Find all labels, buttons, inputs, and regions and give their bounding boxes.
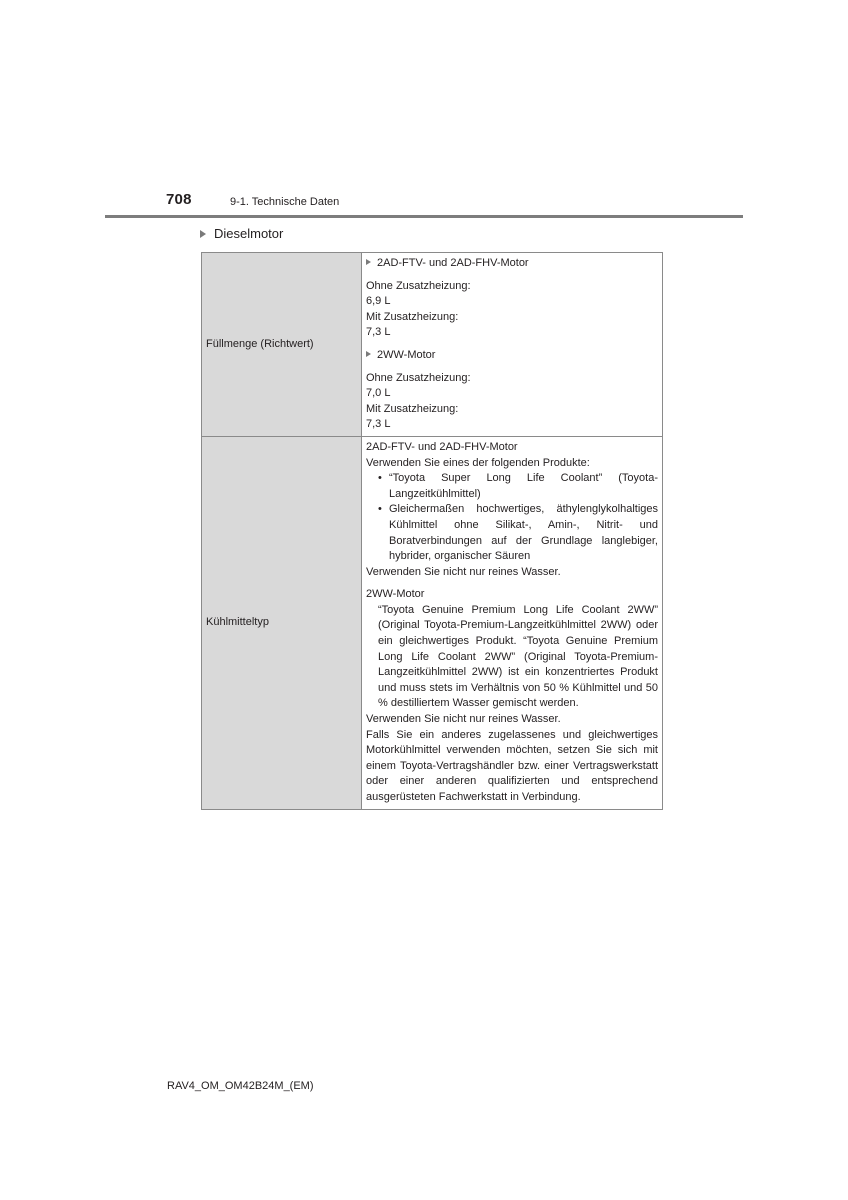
capacity-value: 7,3 L [366, 326, 391, 339]
capacity-line: Mit Zusatzheizung: [366, 310, 459, 323]
list-item: • “Toyota Super Long Life Coolant” (Toyota-Langzeitkühlmittel) [378, 471, 658, 502]
capacity-line: Ohne Zusatzheizung: [366, 371, 471, 384]
specification-table [201, 252, 663, 810]
coolant-intro: Verwenden Sie eines der folgenden Produkte: [366, 456, 590, 469]
table-row-coolant-type [202, 436, 663, 809]
row-label-capacity: Füllmenge (Richtwert) [202, 253, 362, 437]
engine-heading-2ad: 2AD-FTV- und 2AD-FHV-Motor [366, 440, 518, 453]
engine-heading-2ww: 2WW-Motor [366, 348, 658, 364]
triangle-right-icon [366, 259, 371, 265]
section-title: 9-1. Technische Daten [230, 196, 340, 208]
header-divider [105, 215, 743, 218]
engine-heading-2ad: 2AD-FTV- und 2AD-FHV-Motor [366, 256, 658, 272]
coolant-type-values [362, 436, 663, 809]
capacity-value: 7,3 L [366, 418, 391, 431]
capacity-value: 6,9 L [366, 295, 391, 308]
capacity-line: Mit Zusatzheizung: [366, 402, 459, 415]
coolant-product-list [366, 471, 658, 565]
engine-heading-2ww: 2WW-Motor [366, 588, 425, 601]
capacity-line: Ohne Zusatzheizung: [366, 279, 471, 292]
document-code: RAV4_OM_OM42B24M_(EM) [167, 1080, 314, 1092]
triangle-right-icon [200, 230, 206, 238]
list-item: • Gleichermaßen hochwertiges, äthylenglykolhaltiges Kühlmittel ohne Silikat-, Amin-, Nitrit- und Boratverbindungen auf der Grundlage langlebiger, hybrider, organischer Säuren [378, 502, 658, 564]
capacity-value: 7,0 L [366, 387, 391, 400]
subsection-title: Dieselmotor [214, 226, 284, 241]
coolant-2ww-description: “Toyota Genuine Premium Long Life Coolant 2WW” (Original Toyota-Premium-Langzeitkühlmittel 2WW) oder ein gleichwertiges Produkt. “Toyota Genuine Premium Long Life Coolant 2WW” (Original Toyota-Premium-Langzeitkühlmittel 2WW) ist ein konzentriertes Produkt und muss stets im Verhältnis von 50 % Kühlmittel und 50 % destilliertem Wasser gemischt werden. [378, 603, 658, 710]
page-number: 708 [166, 191, 192, 208]
triangle-right-icon [366, 351, 371, 357]
coolant-note: Verwenden Sie nicht nur reines Wasser. [366, 565, 561, 578]
row-label-coolant-type: Kühlmitteltyp [202, 436, 362, 809]
subsection-heading [200, 226, 283, 241]
coolant-alternative-note: Falls Sie ein anderes zugelassenes und gleichwertiges Motorkühlmittel verwenden möchten, setzen Sie sich mit einem Toyota-Vertragshändler bzw. einer Vertragswerkstatt oder einer anderen qualifizierten und entsprechend ausgerüsteten Fachwerkstatt in Verbindung. [366, 728, 658, 803]
coolant-note: Verwenden Sie nicht nur reines Wasser. [366, 713, 561, 726]
capacity-values [362, 253, 663, 437]
table-row-capacity [202, 253, 663, 437]
